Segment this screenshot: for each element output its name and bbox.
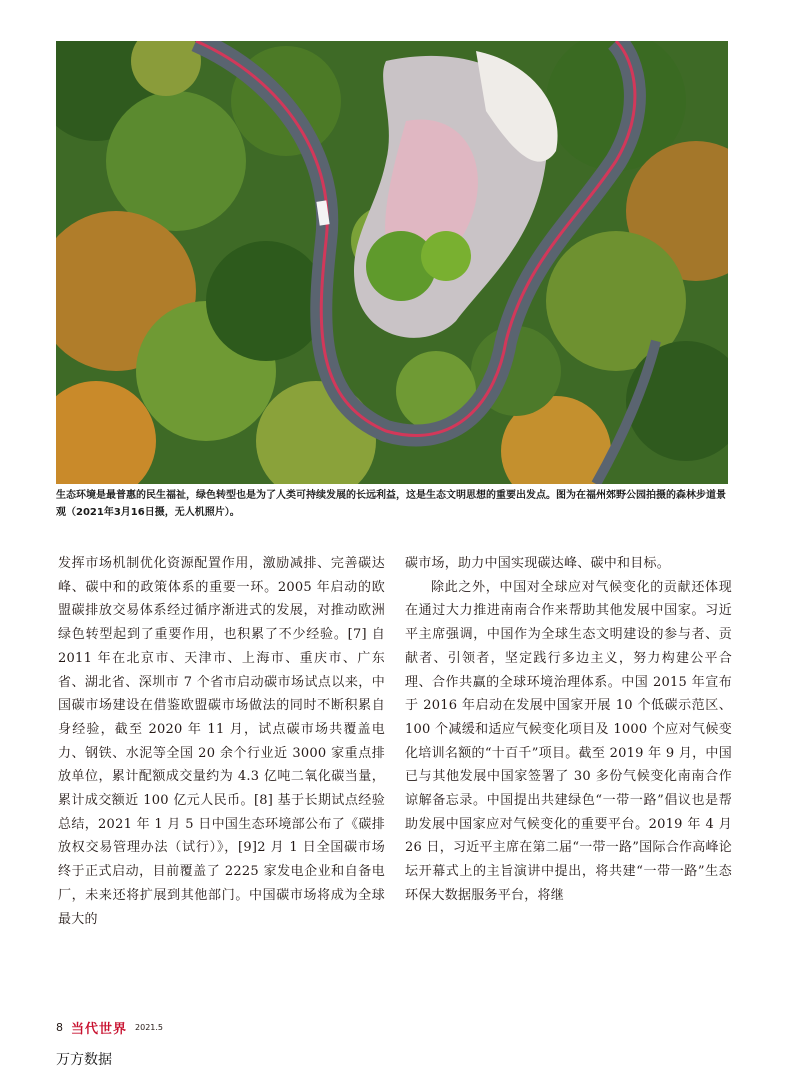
page-number: 8 <box>56 1020 63 1034</box>
right-column <box>405 552 732 908</box>
left-column <box>58 552 385 931</box>
photo-caption: 生态环境是最普惠的民生福祉，绿色转型也是为了人类可持续发展的长远利益，这是生态文明思想的重要出发点。图为在福州郊野公园拍摄的森林步道景观（2021年3月16日摄，无人机照片）。 <box>56 490 726 518</box>
left-paragraph-1: 发挥市场机制优化资源配置作用，激励减排、完善碳达峰、碳中和的政策体系的重要一环。2005 年启动的欧盟碳排放交易体系经过循序渐进式的发展，对推动欧洲绿色转型起到了重要作用，也积累了不少经验。[7] 自 2011 年在北京市、天津市、上海市、重庆市、广东省、湖北省、深圳市 7 个省市启动碳市场试点以来，中国碳市场建设在借鉴欧盟碳市场做法的同时不断积累自身经验，截至 2020 年 11 月，试点碳市场共覆盖电力、钢铁、水泥等全国 20 余个行业近 3000 家重点排放单位，累计配额成交量约为 4.3 亿吨二氧化碳当量，累计成交额近 100 亿元人民币。[8] 基于长期试点经验总结，2021 年 1 月 5 日中国生态环境部公布了《碳排放权交易管理办法（试行）》，[9]2 月 1 日全国碳市场终于正式启动，目前覆盖了 2225 家发电企业和自备电厂，未来还将扩展到其他部门。中国碳市场将成为全球最大的 <box>58 556 385 927</box>
forest-trail-illustration <box>56 41 728 484</box>
right-paragraph-2: 除此之外，中国对全球应对气候变化的贡献还体现在通过大力推进南南合作来帮助其他发展中国家。习近平主席强调，中国作为全球生态文明建设的参与者、贡献者、引领者，坚定践行多边主义，努力构建公平合理、合作共赢的全球环境治理体系。中国 2015 年宣布于 2016 年启动在发展中国家开展 10 个低碳示范区、100 个减缓和适应气候变化项目及 1000 个应对气候变化培训名额的“十百千”项目。截至 2019 年 9 月，中国已与其他发展中国家签署了 30 多份气候变化南南合作谅解备忘录。中国提出共建绿色“一带一路”倡议也是帮助发展中国家应对气候变化的重要平台。2019 年 4 月 26 日，习近平主席在第二届“一带一路”国际合作高峰论坛开幕式上的主旨演讲中提出，将共建“一带一路”生态环保大数据服务平台，将继 <box>405 579 732 903</box>
magazine-logo: 当代世界 <box>71 1021 128 1037</box>
page-footer <box>56 1017 163 1037</box>
forest-trail-photo <box>56 41 728 484</box>
source-watermark: 万方数据 <box>56 1052 112 1068</box>
issue-number: 2021.5 <box>135 1022 164 1032</box>
right-paragraph-1: 碳市场，助力中国实现碳达峰、碳中和目标。 <box>405 556 671 571</box>
